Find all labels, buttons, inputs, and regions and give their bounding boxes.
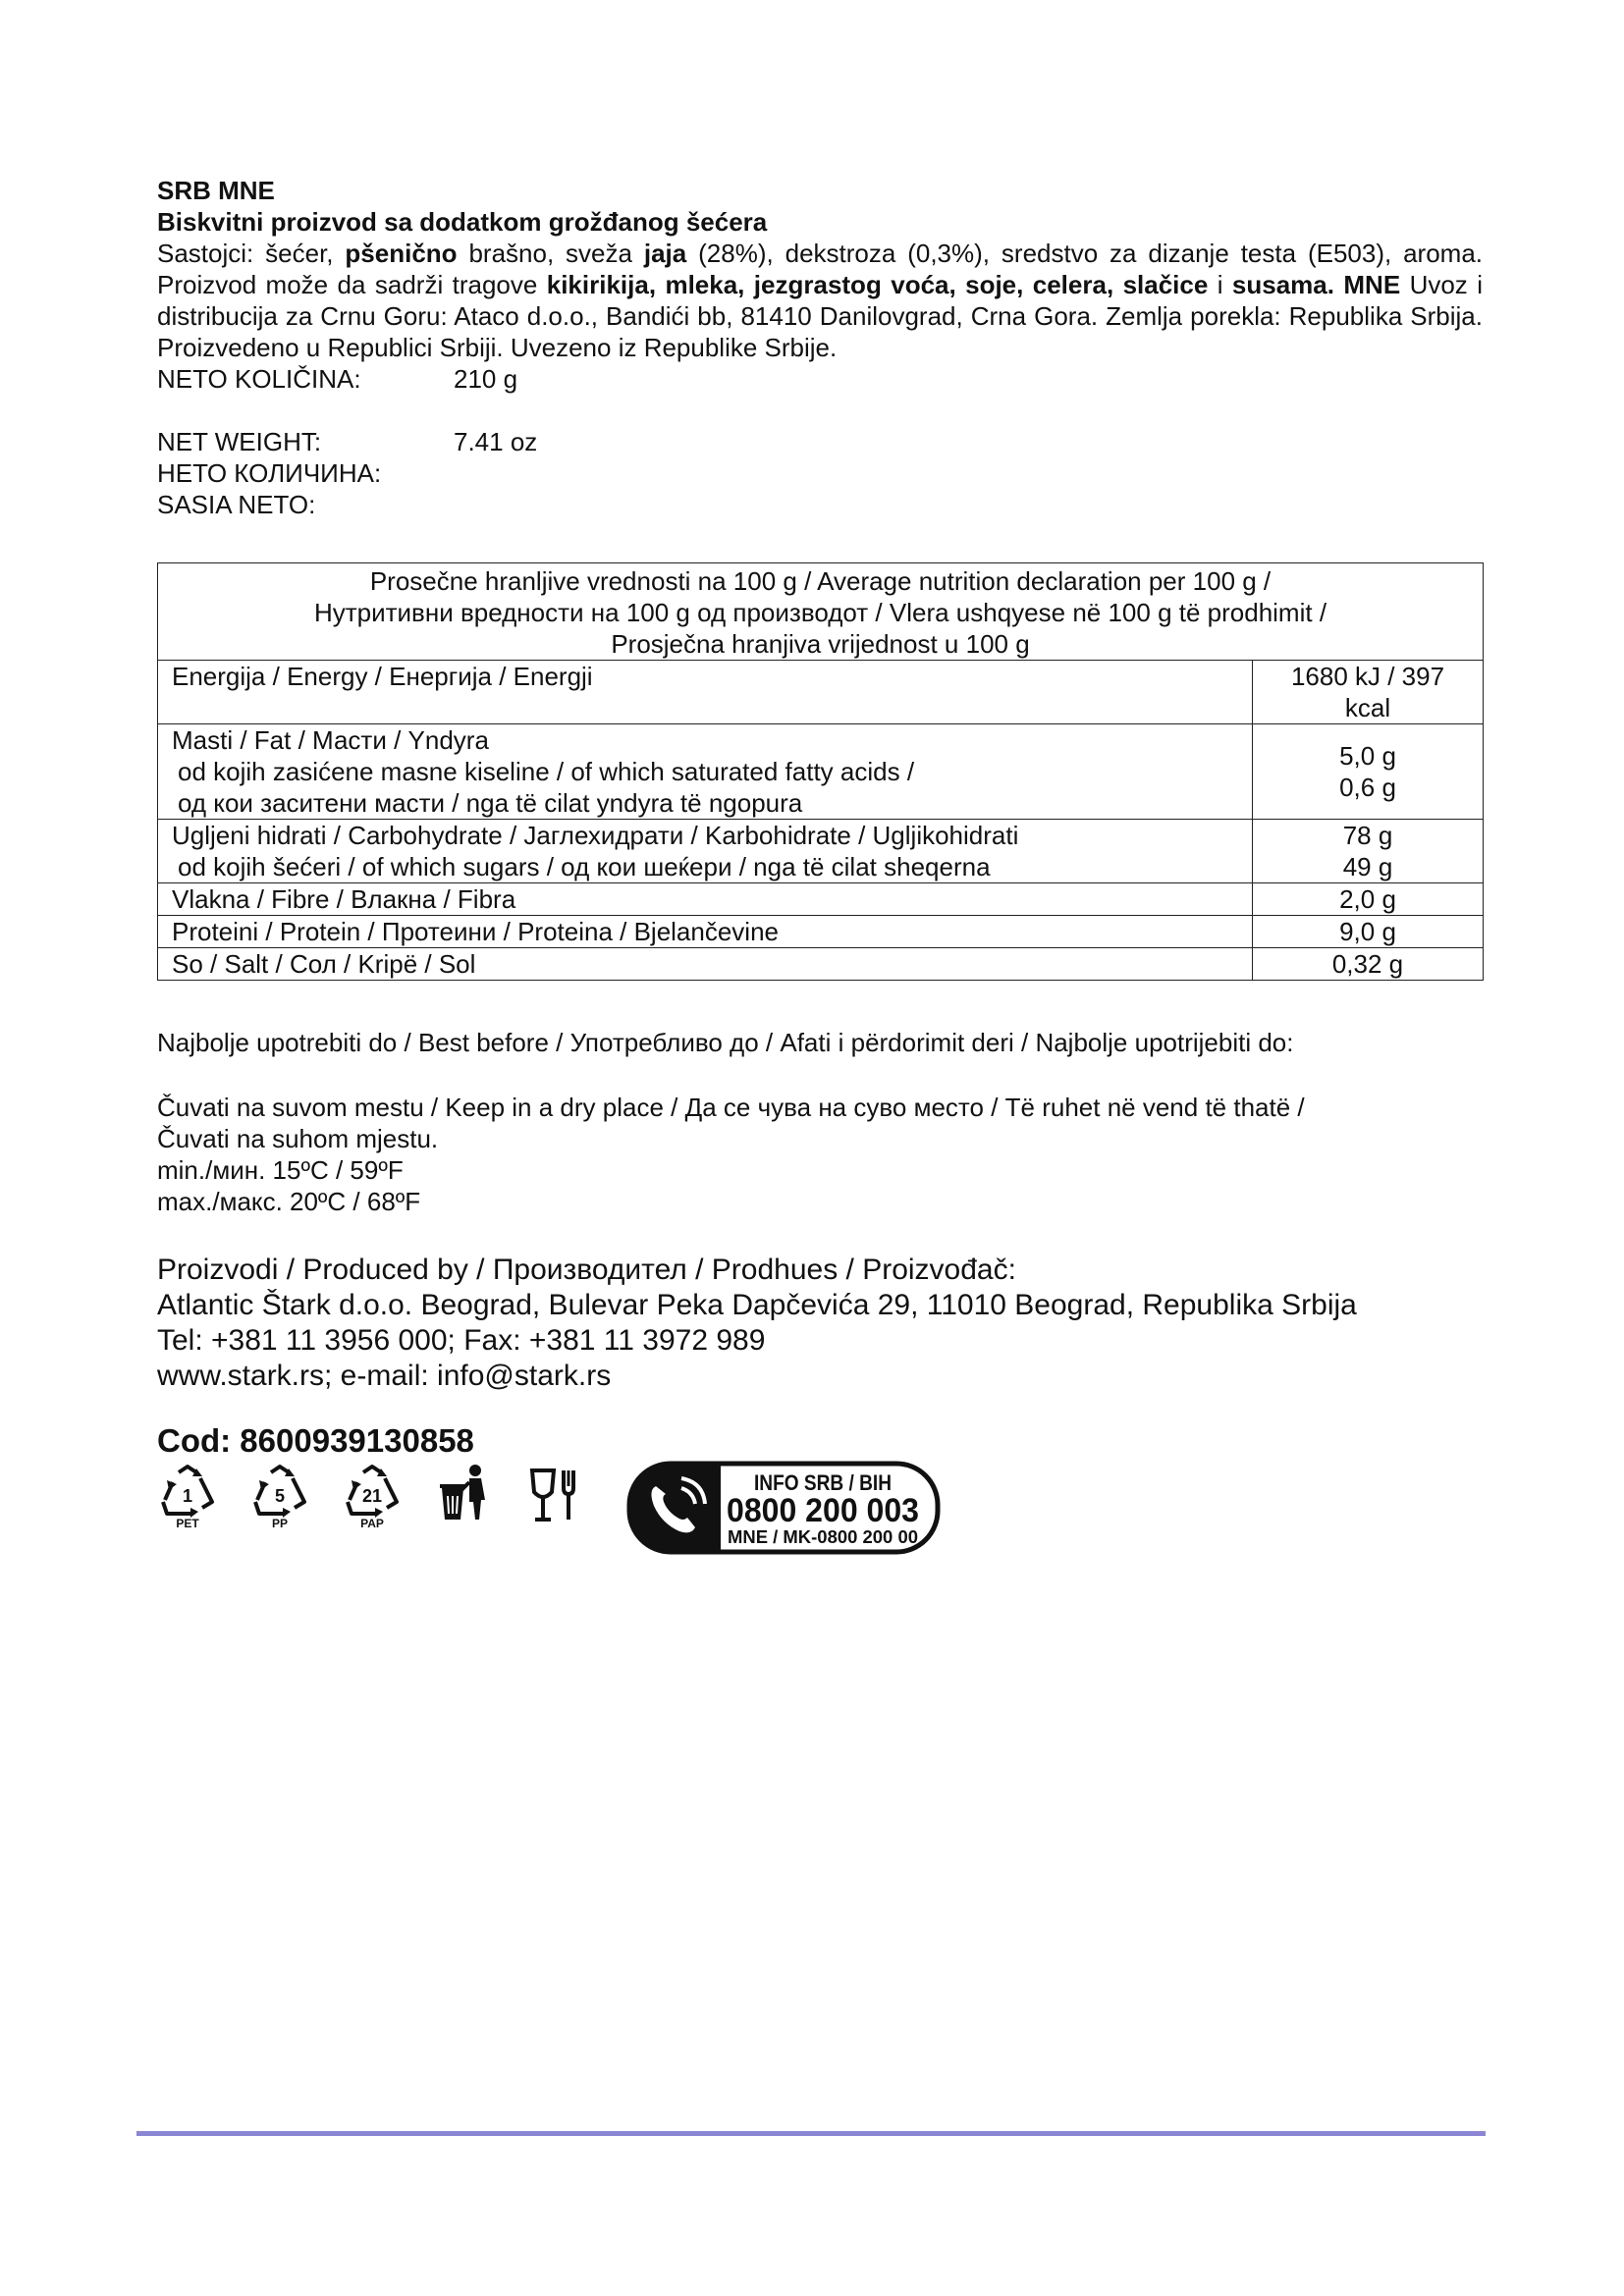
- symbols-row: [157, 1463, 941, 1560]
- mk-neto-label: НЕТО КОЛИЧИНА:: [157, 458, 382, 488]
- table-row: [158, 661, 1484, 724]
- footer-divider: [136, 2131, 1486, 2136]
- info-phone: 0800 200 003: [727, 1492, 919, 1529]
- sugars-value: 49 g: [1342, 852, 1393, 881]
- saturated-fat-label-1: od kojih zasićene masne kiseline / of which saturated fatty acids /: [178, 757, 915, 786]
- storage-max-temp: max./макс. 20ºC / 68ºF: [157, 1187, 421, 1216]
- neto-value: 210 g: [454, 364, 518, 394]
- fat-label: Masti / Fat / Масти / Yndyra: [172, 725, 489, 755]
- nutrition-header-line-3: Prosječna hranjiva vrijednost u 100 g: [611, 629, 1030, 659]
- svg-text:5: 5: [274, 1486, 286, 1506]
- carbohydrate-value-1: 78 g: [1342, 821, 1393, 850]
- protein-label: Proteini / Protein / Протеини / Proteina / Bjelančevine: [158, 916, 1253, 948]
- energy-value-line-1: 1680 kJ / 397: [1290, 662, 1445, 691]
- nutrition-header-row: [158, 563, 1484, 661]
- saturated-fat-value: 0,6 g: [1339, 773, 1396, 802]
- mk-neto-row: [157, 457, 1483, 489]
- tidyman-icon: [434, 1463, 495, 1525]
- nutrition-header-line-1: Prosečne hranljive vrednosti na 100 g / Average nutrition declaration per 100 g /: [369, 566, 1272, 596]
- carbohydrate-cell: [158, 820, 1253, 883]
- fat-cell: [158, 724, 1253, 820]
- producer-phone: Tel: +381 11 3956 000; Fax: +381 11 3972 989: [157, 1324, 766, 1357]
- allergen-wheat: pšenično: [345, 239, 458, 268]
- al-neto-label: SASIA NETO:: [157, 490, 316, 519]
- protein-value: 9,0 g: [1253, 916, 1484, 948]
- food-contact-icon: [526, 1463, 587, 1525]
- sugars-label: od kojih šećeri / of which sugars / од кои шеќери / nga të cilat sheqerna: [178, 852, 991, 881]
- energy-label: Energija / Energy / Енергија / Energji: [158, 661, 1253, 724]
- nutrition-header-line-2: Нутритивни вредности на 100 g од производот / Vlera ushqyese në 100 g të prodhimit /: [313, 598, 1327, 627]
- energy-value: [1253, 661, 1484, 724]
- product-name: Biskvitni proizvod sa dodatkom grožđanog šećera: [157, 207, 768, 237]
- recycle-pap-icon: [342, 1463, 403, 1529]
- table-row: [158, 724, 1484, 820]
- table-row: [158, 883, 1484, 916]
- table-row: [158, 948, 1484, 981]
- recycle-pp-icon: [249, 1463, 310, 1529]
- al-neto-row: [157, 489, 1483, 520]
- storage-min-temp: min./мин. 15ºC / 59ºF: [157, 1155, 404, 1185]
- fibre-value: 2,0 g: [1253, 883, 1484, 916]
- neto-row: [157, 363, 1483, 395]
- allergen-traces: kikirikija, mleka, jezgrastog voća, soje, celera, slačice: [546, 270, 1209, 299]
- net-weight-row: [157, 426, 1483, 457]
- recycle-pet-icon: [157, 1463, 218, 1529]
- storage-line-1: Čuvati na suvom mestu / Keep in a dry place / Да се чува на суво место / Të ruhet në vend të thatë /: [157, 1093, 1305, 1122]
- ingredients-text-2: (28%), dekstroza (0,3%), sredstvo za dizanje testa (E503), aroma. Proizvod može da sadrži tragove: [157, 239, 1484, 299]
- ingredients-text-3: i: [1208, 270, 1232, 299]
- carbohydrate-label: Ugljeni hidrati / Carbohydrate / Јаглехидрати / Karbohidrate / Ugljikohidrati: [172, 821, 1019, 850]
- producer-heading: Proizvodi / Produced by / Производител / Prodhues / Proizvođač:: [157, 1254, 1016, 1286]
- producer-block: [157, 1253, 1483, 1394]
- ingredients-prefix: Sastojci: šećer,: [157, 239, 346, 268]
- storage-block: [157, 1092, 1483, 1217]
- svg-text:21: 21: [361, 1486, 383, 1506]
- recycle-pet-label: PET: [176, 1517, 199, 1530]
- ingredients-paragraph: [157, 238, 1483, 363]
- country-codes: SRB MNE: [157, 176, 275, 205]
- best-before: Najbolje upotrebiti do / Best before / Употребливо до / Afati i përdorimit deri / Najbolje upotrijebiti do:: [157, 1028, 1294, 1057]
- ingredients-text-4: Uvoz i distribucija za Crnu Goru: Ataco d.o.o., Bandići bb, 81410 Danilovgrad, Crna Gora. Zemlja porekla: Republika Srbija. Proizvedeno u Republici Srbiji. Uvezeno iz Republike Srbije.: [157, 270, 1483, 362]
- salt-label: So / Salt / Сол / Kripë / Sol: [158, 948, 1253, 981]
- nutrition-header: [158, 563, 1484, 661]
- neto-label: NETO KOLIČINA:: [157, 364, 361, 394]
- saturated-fat-label-2: од кои заситени масти / nga të cilat yndyra të ngopura: [178, 788, 803, 818]
- allergen-sesame-mne: susama. MNE: [1231, 270, 1401, 299]
- info-title: INFO SRB / BIH: [754, 1470, 892, 1495]
- net-weight-label: NET WEIGHT:: [157, 427, 322, 456]
- recycle-pp-label: PP: [271, 1517, 288, 1530]
- net-weight-value: 7.41 oz: [454, 427, 538, 456]
- table-row: [158, 916, 1484, 948]
- producer-address: Atlantic Štark d.o.o. Beograd, Bulevar Peka Dapčevića 29, 11010 Beograd, Republika Srbija: [157, 1289, 1357, 1321]
- fat-value: [1253, 724, 1484, 820]
- nutrition-table: [157, 562, 1484, 981]
- product-code: Cod: 8600939130858: [157, 1422, 474, 1459]
- recycle-pap-label: PAP: [360, 1517, 384, 1530]
- fibre-label: Vlakna / Fibre / Влакна / Fibra: [158, 883, 1253, 916]
- fat-value-1: 5,0 g: [1339, 741, 1396, 771]
- salt-value: 0,32 g: [1253, 948, 1484, 981]
- info-line-badge: [626, 1461, 941, 1560]
- info-sub: MNE / MK-0800 200 00: [728, 1527, 918, 1547]
- producer-web: www.stark.rs; e-mail: info@stark.rs: [157, 1360, 612, 1392]
- ingredients-text-1: brašno, sveža: [457, 239, 644, 268]
- svg-text:1: 1: [182, 1486, 193, 1506]
- carbohydrate-value: [1253, 820, 1484, 883]
- storage-line-2: Čuvati na suhom mjestu.: [157, 1124, 439, 1153]
- energy-value-line-2: kcal: [1344, 693, 1391, 722]
- allergen-eggs: jaja: [643, 239, 687, 268]
- label-text-block: [157, 175, 1483, 520]
- table-row: [158, 820, 1484, 883]
